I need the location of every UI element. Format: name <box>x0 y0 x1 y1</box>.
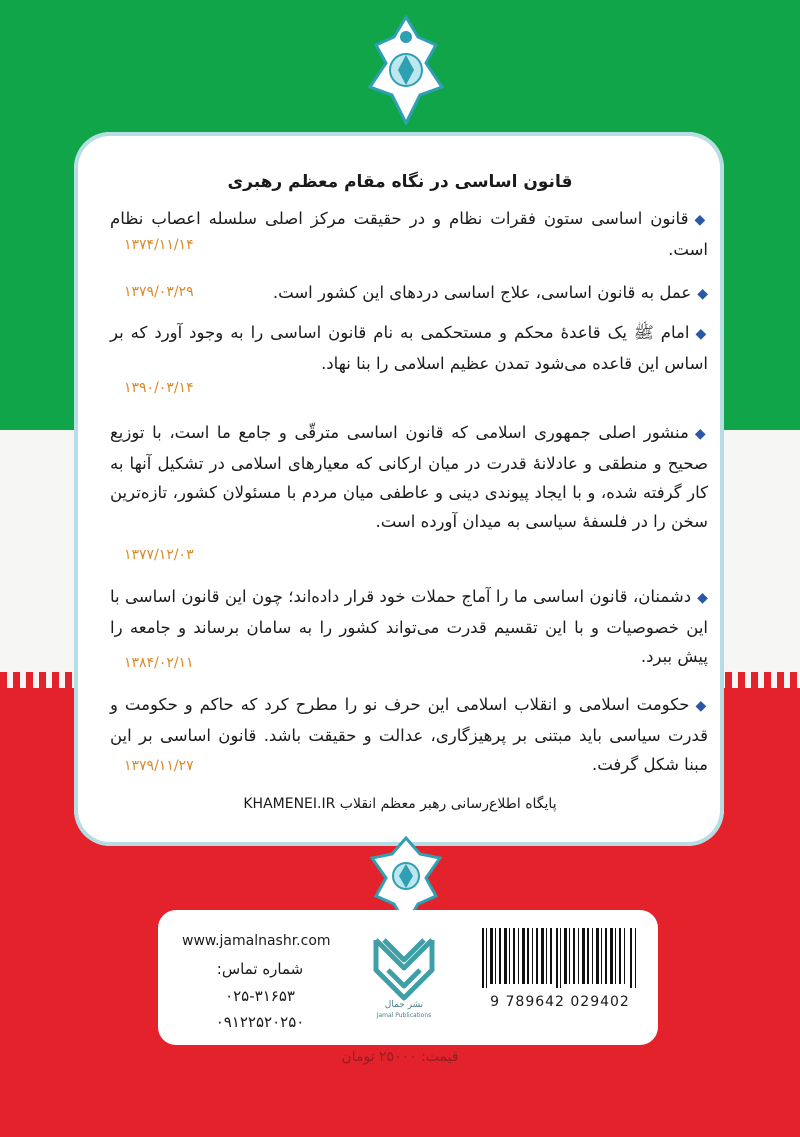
quote-text: حکومت اسلامی و انقلاب اسلامی این حرف نو را مطرح کرد که حاکم و حکومت و قدرت سیاسی باید مبتنی بر پرهیزگاری، عدالت و حقیقت باشد. قانون اساسی بر این مبنا شکل گرفت. <box>110 695 708 774</box>
quote-item <box>110 278 708 309</box>
diamond-bullet-icon: ◆ <box>697 286 708 302</box>
quote-item <box>110 318 708 378</box>
source-credit: پایگاه اطلاع‌رسانی رهبر معظم انقلاب KHAMENEI.IR <box>243 796 557 812</box>
phone-number: ۰۲۵-۳۱۶۵۳ <box>225 987 295 1005</box>
diamond-bullet-icon: ◆ <box>694 426 708 442</box>
quote-date: ۱۳۷۹/۰۳/۲۹ <box>124 284 194 300</box>
publisher-website: www.jamalnashr.com <box>182 933 331 949</box>
quote-date: ۱۳۷۴/۱۱/۱۴ <box>124 237 194 253</box>
price-label: قیمت: ۲۵۰۰۰ تومان <box>341 1049 459 1065</box>
barcode-icon <box>480 928 640 988</box>
quote-text: دشمنان، قانون اساسی ما را آماج حملات خود قرار داده‌اند؛ چون این قانون اساسی با این خصوصیات و با این تقسیم قدرت می‌تواند کشور را به سامان برساند و جامعه را پیش ببرد. <box>110 587 708 666</box>
quote-text: عمل به قانون اساسی، علاج اساسی دردهای این کشور است. <box>272 283 692 302</box>
quote-text: امام ﷺ یک قاعدهٔ محکم و مستحکمی به نام قانون اساسی را به وجود آورد که بر اساس این قاعده می‌شود تمدن عظیم اسلامی را بنا نهاد. <box>110 323 708 373</box>
quote-date: ۱۳۸۴/۰۲/۱۱ <box>124 655 194 671</box>
logo-caption-fa: نشر جمال <box>384 1000 424 1010</box>
barcode-number: 9 789642 029402 <box>490 994 630 1010</box>
quote-item <box>110 582 708 671</box>
quote-date: ۱۳۷۷/۱۲/۰۳ <box>124 547 194 563</box>
diamond-bullet-icon: ◆ <box>695 698 708 714</box>
quote-item <box>110 418 708 536</box>
diamond-bullet-icon: ◆ <box>697 590 708 606</box>
diamond-bullet-icon: ◆ <box>695 326 708 342</box>
mobile-number: ۰۹۱۲۲۵۲۰۲۵۰ <box>215 1013 305 1031</box>
quote-date: ۱۳۹۰/۰۳/۱۴ <box>124 380 194 396</box>
logo-caption-en: Jamal Publications <box>376 1012 432 1019</box>
panel-title: قانون اساسی در نگاه مقام معظم رهبری <box>227 172 573 192</box>
diamond-bullet-icon: ◆ <box>694 212 708 228</box>
quote-item <box>110 204 708 264</box>
contact-label: شماره تماس: <box>216 960 304 978</box>
quote-text: منشور اصلی جمهوری اسلامی که قانون اساسی مترقّی و جامع ما است، با توزیع صحیح و منطقی و عادلانهٔ قدرت در میان ارکانی که معیارهای اسلامی در تشکیل آنها به کار گرفته شده، و با ایجاد پیوندی دینی و عاطفی میان مردم با مسئولان کشور، تازه‌ترین سخن را در فلسفهٔ سیاسی به میدان آورده است. <box>110 423 708 531</box>
ornament-top-icon <box>362 15 450 125</box>
quote-item <box>110 690 708 779</box>
quote-date: ۱۳۷۹/۱۱/۲۷ <box>124 758 194 774</box>
quote-text: قانون اساسی ستون فقرات نظام و در حقیقت مرکز اصلی سلسله اعصاب نظام است. <box>110 209 708 259</box>
